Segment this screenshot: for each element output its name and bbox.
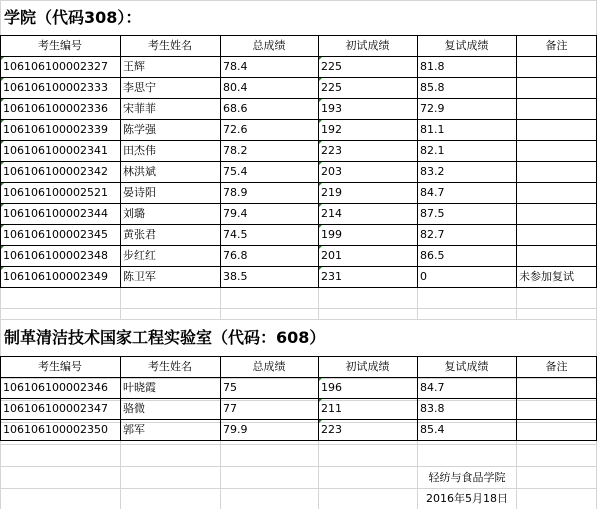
footer-date: 2016年5月18日 bbox=[426, 492, 508, 505]
column-header[interactable]: 总成绩 bbox=[252, 360, 286, 373]
candidate-id-cell[interactable]: 106106100002349 bbox=[0, 266, 120, 287]
candidate-id-cell[interactable]: 106106100002327 bbox=[0, 56, 120, 77]
total-score-cell[interactable]: 75.4 bbox=[223, 165, 248, 178]
candidate-name-cell[interactable]: 田杰伟 bbox=[123, 144, 156, 157]
remark-cell[interactable] bbox=[516, 77, 597, 98]
candidate-name-cell[interactable]: 宋菲菲 bbox=[123, 102, 156, 115]
retest-score-cell[interactable]: 85.8 bbox=[420, 81, 445, 94]
table-border bbox=[516, 356, 517, 441]
candidate-name-cell[interactable]: 陈学强 bbox=[123, 123, 156, 136]
table-border bbox=[0, 56, 597, 57]
total-score-cell[interactable]: 68.6 bbox=[223, 102, 248, 115]
total-score-cell[interactable]: 76.8 bbox=[223, 249, 248, 262]
candidate-id-cell[interactable]: 106106100002342 bbox=[0, 161, 120, 182]
candidate-id-cell[interactable]: 106106100002333 bbox=[0, 77, 120, 98]
total-score-cell[interactable]: 80.4 bbox=[223, 81, 248, 94]
total-score-cell[interactable]: 77 bbox=[223, 402, 237, 415]
candidate-name-cell[interactable]: 陈卫军 bbox=[123, 270, 156, 283]
candidate-id-cell[interactable]: 106106100002344 bbox=[0, 203, 120, 224]
total-score-cell[interactable]: 74.5 bbox=[223, 228, 248, 241]
column-header[interactable]: 复试成绩 bbox=[444, 39, 489, 52]
total-score-cell[interactable]: 78.9 bbox=[223, 186, 248, 199]
table-border bbox=[318, 35, 319, 288]
remark-cell[interactable] bbox=[516, 119, 597, 140]
initial-score-cell[interactable]: 196 bbox=[318, 377, 417, 398]
column-header[interactable]: 考生编号 bbox=[38, 360, 82, 373]
table-border bbox=[318, 356, 319, 441]
remark-cell[interactable] bbox=[516, 56, 597, 77]
total-score-cell[interactable]: 38.5 bbox=[223, 270, 248, 283]
candidate-name-cell[interactable]: 刘璐 bbox=[123, 207, 145, 220]
retest-score-cell[interactable]: 85.4 bbox=[420, 423, 445, 436]
total-score-cell[interactable]: 75 bbox=[223, 381, 237, 394]
total-score-cell[interactable]: 79.4 bbox=[223, 207, 248, 220]
table-border bbox=[0, 440, 597, 441]
table-border bbox=[0, 119, 597, 120]
remark-cell[interactable] bbox=[516, 203, 597, 224]
candidate-name-cell[interactable]: 晏诗阳 bbox=[123, 186, 156, 199]
section1-title: 学院（代码308）： bbox=[4, 7, 142, 27]
candidate-name-cell[interactable]: 叶晓霞 bbox=[123, 381, 156, 394]
retest-score-cell[interactable]: 87.5 bbox=[420, 207, 445, 220]
retest-score-cell[interactable]: 0 bbox=[420, 270, 427, 283]
column-header[interactable]: 备注 bbox=[545, 360, 568, 373]
retest-score-cell[interactable]: 72.9 bbox=[420, 102, 445, 115]
table-border bbox=[0, 356, 597, 357]
candidate-name-cell[interactable]: 林洪斌 bbox=[123, 165, 156, 178]
column-header[interactable]: 初试成绩 bbox=[345, 360, 390, 373]
table-border bbox=[0, 287, 597, 288]
remark-cell[interactable] bbox=[516, 182, 597, 203]
footer-org: 轻纺与食品学院 bbox=[428, 470, 506, 484]
table-border bbox=[0, 182, 597, 183]
remark-cell[interactable] bbox=[516, 98, 597, 119]
candidate-name-cell[interactable]: 黄张君 bbox=[123, 228, 156, 241]
total-score-cell[interactable]: 78.4 bbox=[223, 60, 248, 73]
initial-score-cell[interactable]: 203 bbox=[318, 161, 417, 182]
initial-score-cell[interactable]: 192 bbox=[318, 119, 417, 140]
candidate-id-cell[interactable]: 106106100002347 bbox=[3, 402, 108, 415]
retest-score-cell[interactable]: 81.1 bbox=[420, 123, 445, 136]
initial-score-cell[interactable]: 201 bbox=[318, 245, 417, 266]
candidate-id-cell[interactable]: 106106100002345 bbox=[0, 224, 120, 245]
candidate-name-cell[interactable]: 步红红 bbox=[123, 249, 156, 262]
initial-score-cell[interactable]: 211 bbox=[318, 398, 417, 419]
initial-score-cell[interactable]: 231 bbox=[318, 266, 417, 287]
table-border bbox=[0, 161, 597, 162]
retest-score-cell[interactable]: 86.5 bbox=[420, 249, 445, 262]
initial-score-cell[interactable]: 193 bbox=[318, 98, 417, 119]
remark-cell[interactable] bbox=[516, 161, 597, 182]
remark-cell[interactable] bbox=[516, 224, 597, 245]
remark-cell[interactable] bbox=[516, 377, 597, 398]
table-border bbox=[417, 35, 418, 288]
table-border bbox=[417, 356, 418, 441]
candidate-name-cell[interactable]: 郭军 bbox=[123, 423, 145, 436]
table-border bbox=[120, 356, 121, 441]
column-header[interactable]: 初试成绩 bbox=[345, 39, 390, 52]
retest-score-cell[interactable]: 82.7 bbox=[420, 228, 445, 241]
remark-cell[interactable] bbox=[516, 398, 597, 419]
gridline-row bbox=[0, 308, 597, 309]
retest-score-cell[interactable]: 83.2 bbox=[420, 165, 445, 178]
remark-cell[interactable] bbox=[516, 245, 597, 266]
remark-cell[interactable] bbox=[516, 140, 597, 161]
table-border bbox=[0, 245, 597, 246]
initial-score-cell[interactable]: 214 bbox=[318, 203, 417, 224]
table-border bbox=[220, 356, 221, 441]
gridline-row bbox=[0, 444, 597, 445]
candidate-id-cell[interactable]: 106106100002346 bbox=[3, 381, 108, 394]
table-border bbox=[516, 35, 517, 288]
initial-score-cell[interactable]: 225 bbox=[318, 77, 417, 98]
table-border bbox=[0, 224, 597, 225]
remark-cell[interactable]: 未参加复试 bbox=[519, 270, 574, 283]
candidate-name-cell[interactable]: 李思宁 bbox=[123, 81, 156, 94]
candidate-id-cell[interactable]: 106106100002350 bbox=[3, 423, 108, 436]
initial-score-cell[interactable]: 223 bbox=[318, 140, 417, 161]
column-header[interactable]: 考生姓名 bbox=[148, 360, 192, 373]
initial-score-cell[interactable]: 225 bbox=[318, 56, 417, 77]
table-border bbox=[0, 98, 597, 99]
initial-score-cell[interactable]: 219 bbox=[318, 182, 417, 203]
retest-score-cell[interactable]: 84.7 bbox=[420, 381, 445, 394]
candidate-name-cell[interactable]: 骆微 bbox=[123, 402, 145, 415]
total-score-cell[interactable]: 79.9 bbox=[223, 423, 248, 436]
table-border bbox=[0, 77, 597, 78]
table-border bbox=[0, 266, 597, 267]
table-border bbox=[0, 203, 597, 204]
column-header[interactable]: 复试成绩 bbox=[444, 360, 489, 373]
table-border bbox=[0, 398, 597, 399]
table-border bbox=[120, 35, 121, 288]
candidate-id-cell[interactable]: 106106100002521 bbox=[0, 182, 120, 203]
column-header[interactable]: 考生姓名 bbox=[148, 39, 192, 52]
retest-score-cell[interactable]: 82.1 bbox=[420, 144, 445, 157]
candidate-name-cell[interactable]: 王辉 bbox=[123, 60, 145, 73]
candidate-id-cell[interactable]: 106106100002336 bbox=[0, 98, 120, 119]
table-border bbox=[0, 419, 597, 420]
table-border bbox=[0, 35, 1, 288]
remark-cell[interactable] bbox=[516, 419, 597, 440]
candidate-id-cell[interactable]: 106106100002339 bbox=[0, 119, 120, 140]
retest-score-cell[interactable]: 81.8 bbox=[420, 60, 445, 73]
table-border bbox=[220, 35, 221, 288]
candidate-id-cell[interactable]: 106106100002341 bbox=[0, 140, 120, 161]
table-border bbox=[0, 356, 1, 441]
column-header[interactable]: 备注 bbox=[545, 39, 568, 52]
initial-score-cell[interactable]: 223 bbox=[318, 419, 417, 440]
initial-score-cell[interactable]: 199 bbox=[318, 224, 417, 245]
column-header[interactable]: 考生编号 bbox=[38, 39, 82, 52]
table-border bbox=[0, 140, 597, 141]
section2-title: 制革清洁技术国家工程实验室（代码：608） bbox=[4, 327, 326, 347]
table-border bbox=[0, 35, 597, 36]
column-header[interactable]: 总成绩 bbox=[252, 39, 286, 52]
candidate-id-cell[interactable]: 106106100002348 bbox=[0, 245, 120, 266]
table-border bbox=[0, 377, 597, 378]
total-score-cell[interactable]: 78.2 bbox=[223, 144, 248, 157]
retest-score-cell[interactable]: 83.8 bbox=[420, 402, 445, 415]
retest-score-cell[interactable]: 84.7 bbox=[420, 186, 445, 199]
total-score-cell[interactable]: 72.6 bbox=[223, 123, 248, 136]
